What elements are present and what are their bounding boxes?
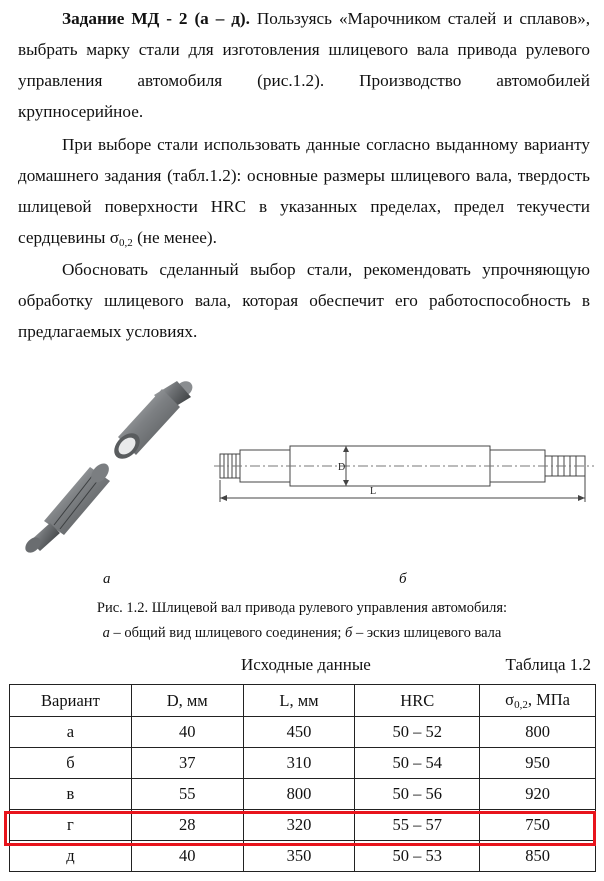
cell-variant: б bbox=[10, 748, 132, 779]
task-title: Задание МД - 2 (а – д). bbox=[62, 9, 250, 28]
cell-variant: в bbox=[10, 779, 132, 810]
cell-variant: д bbox=[10, 841, 132, 872]
cell-d: 28 bbox=[131, 810, 243, 841]
header-hrc: HRC bbox=[355, 685, 480, 717]
figure-caption: Рис. 1.2. Шлицевой вал привода рулевого управления автомобиля: bbox=[96, 600, 508, 616]
task-paragraph bbox=[18, 3, 590, 127]
cell-sigma: 950 bbox=[480, 748, 596, 779]
source-data-table bbox=[9, 684, 596, 872]
cell-sigma: 850 bbox=[480, 841, 596, 872]
header-variant: Вариант bbox=[10, 685, 132, 717]
cell-sigma: 920 bbox=[480, 779, 596, 810]
figure-label-b: б bbox=[399, 571, 407, 587]
table-title: Исходные данные bbox=[241, 655, 371, 674]
cell-d: 37 bbox=[131, 748, 243, 779]
table-row-highlighted bbox=[10, 810, 596, 841]
cell-hrc: 50 – 54 bbox=[355, 748, 480, 779]
table-row bbox=[10, 717, 596, 748]
dimension-l-label: L bbox=[370, 486, 377, 497]
dimension-d-label: D bbox=[338, 462, 346, 473]
spline-connection-3d-view bbox=[14, 375, 214, 565]
cell-sigma: 800 bbox=[480, 717, 596, 748]
caption-text-a: – общий вид шлицевого соединения; bbox=[109, 625, 346, 641]
cell-hrc: 50 – 56 bbox=[355, 779, 480, 810]
task-text: Пользуясь «Марочником сталей и сплавов», выбрать марку стали для изготовления шлицевого вала привода рулевого управления автомобиля (рис.1.2). Производство автомобилей крупносерийное. bbox=[18, 9, 590, 121]
figure-label-a: а bbox=[103, 571, 111, 587]
shaft-sketch bbox=[212, 432, 596, 512]
caption-mark-a: а bbox=[102, 625, 110, 641]
table-header-row bbox=[10, 685, 596, 717]
table-row bbox=[10, 748, 596, 779]
cell-l: 800 bbox=[243, 779, 355, 810]
spline-shaft-part bbox=[22, 460, 112, 556]
cell-variant: а bbox=[10, 717, 132, 748]
header-sigma: $\sigma_{0,2}$, МПа bbox=[480, 685, 596, 717]
cell-l: 320 bbox=[243, 810, 355, 841]
instructions-paragraph bbox=[18, 129, 590, 259]
cell-hrc: 50 – 53 bbox=[355, 841, 480, 872]
cell-hrc: 55 – 57 bbox=[355, 810, 480, 841]
cell-variant: г bbox=[10, 810, 132, 841]
sleeve-part bbox=[109, 378, 195, 464]
cell-d: 55 bbox=[131, 779, 243, 810]
cell-l: 450 bbox=[243, 717, 355, 748]
table-row bbox=[10, 841, 596, 872]
table-number: Таблица 1.2 bbox=[505, 655, 591, 674]
justification-paragraph: Обосновать сделанный выбор стали, рекомендовать упрочняющую обработку шлицевого вала, которая обеспечит его работоспособность в предлагаемых условиях. bbox=[18, 260, 590, 341]
cell-d: 40 bbox=[131, 841, 243, 872]
instructions-text: При выборе стали использовать данные согласно выданному варианту домашнего задания (табл.1.2): основные размеры шлицевого вала, твердость шлицевой поверхности HRC в указанных пределах, предел текучести сердцевины σ bbox=[18, 135, 590, 247]
cell-l: 310 bbox=[243, 748, 355, 779]
caption-text-b: – эскиз шлицевого вала bbox=[352, 625, 502, 641]
sigma-subscript: 0,2 bbox=[119, 237, 133, 249]
caption-mark-b: б bbox=[345, 625, 353, 641]
header-l: L, мм bbox=[243, 685, 355, 717]
cell-sigma: 750 bbox=[480, 810, 596, 841]
instructions-text-end: (не менее). bbox=[132, 228, 217, 247]
table-row bbox=[10, 779, 596, 810]
cell-d: 40 bbox=[131, 717, 243, 748]
cell-hrc: 50 – 52 bbox=[355, 717, 480, 748]
header-d: D, мм bbox=[131, 685, 243, 717]
cell-l: 350 bbox=[243, 841, 355, 872]
figure-caption-legend bbox=[0, 621, 604, 645]
